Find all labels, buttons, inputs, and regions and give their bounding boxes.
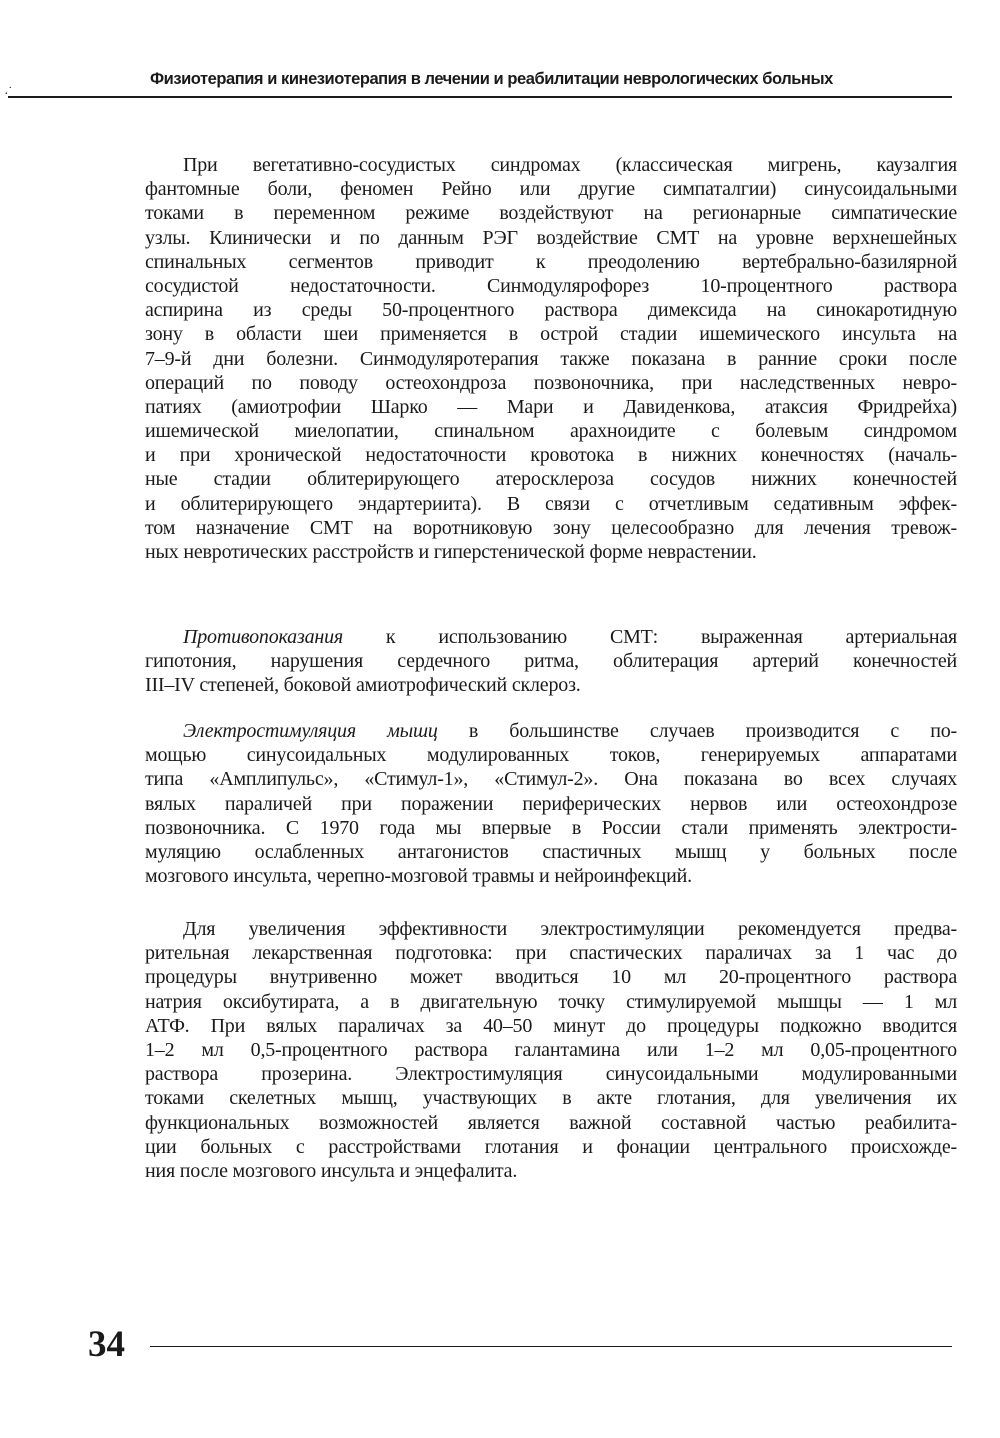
paragraph-2 <box>145 625 957 698</box>
text-line: ных невротических расстройств и гиперстенической форме неврастении. <box>145 541 757 563</box>
footer-divider <box>150 1346 952 1347</box>
text-line: вялых параличей при поражении периферических нервов или остеохондрозе <box>145 792 957 815</box>
paragraph-4 <box>145 917 957 1183</box>
text-line: фантомные боли, феномен Рейно или другие симпаталгии) синусоидальными <box>145 178 957 201</box>
text-line: патиях (амиотрофии Шарко — Мари и Давиденкова, атаксия Фридрейха) <box>145 395 957 418</box>
text-line: аспирина из среды 50-процентного раствора димексида на синокаротидную <box>145 299 957 322</box>
text-line: 7–9-й дни болезни. Синмодулярoтерапия также показана в ранние сроки после <box>145 347 957 370</box>
text-line: типа «Амплипульс», «Стимул-1», «Стимул-2». Она показана во всех случаях <box>145 768 957 791</box>
text-line: рительная лекарственная подготовка: при спастических параличах за 1 час до <box>145 942 957 965</box>
text-line: и облитерирующего эндартериита). В связи с отчетливым седативным эффек- <box>145 492 957 515</box>
text-line: ные стадии облитерирующего атеросклероза сосудов нижних конечностей <box>145 468 957 491</box>
text-line: ния после мозгового инсульта и энцефалита. <box>145 1159 518 1182</box>
text-line: натрия оксибутирата, а в двигательную точку стимулируемой мышцы — 1 мл <box>145 990 957 1013</box>
text-line: том назначение СМТ на воротниковую зону целесообразно для лечения тревож- <box>145 516 957 539</box>
text-line <box>145 719 957 743</box>
text-line <box>145 625 957 649</box>
text-line: АТФ. При вялых параличах за 40–50 минут до процедуры подкожно вводится <box>145 1014 957 1037</box>
header-divider <box>8 96 952 98</box>
text-line-rest: в большинстве случаев производится с по- <box>437 720 957 742</box>
text-line: муляцию ослабленных антагонистов спастичных мышц у больных после <box>145 840 957 863</box>
italic-term: Электростимуляция мышц <box>183 720 438 742</box>
text-line: мозгового инсульта, черепно-мозговой травмы и нейроинфекций. <box>145 865 692 888</box>
text-line: токами скелетных мышц, участвующих в акте глотания, для увеличения их <box>145 1087 957 1110</box>
paragraph-3 <box>145 719 957 888</box>
text-line: сосудистой недостаточности. Синмодулярофорез 10-процентного раствора <box>145 274 957 297</box>
italic-term: Противопоказания <box>183 626 343 648</box>
text-line: зону в области шеи применяется в острой стадии ишемического инсульта на <box>145 323 957 346</box>
text-line: позвоночника. С 1970 года мы впервые в России стали применять электрости- <box>145 816 957 839</box>
text-line: процедуры внутривенно может вводиться 10 мл 20-процентного раствора <box>145 966 957 989</box>
text-line: операций по поводу остеохондроза позвоночника, при наследственных невро- <box>145 371 957 394</box>
text-line: мощью синусоидальных модулированных токов, генерируемых аппаратами <box>145 744 957 767</box>
text-line: функциональных возможностей является важной составной частью реабилита- <box>145 1111 957 1134</box>
page-number: 34 <box>88 1324 125 1365</box>
text-line: спинальных сегментов приводит к преодолению вертебрально-базилярной <box>145 250 957 273</box>
text-line: При вегетативно-сосудистых синдромах (классическая мигрень, каузалгия <box>183 154 957 176</box>
text-line: 1–2 мл 0,5-процентного раствора галантамина или 1–2 мл 0,05-процентного <box>145 1038 957 1061</box>
text-line: токами в переменном режиме воздействуют на регионарные симпатические <box>145 202 957 225</box>
text-line: гипотония, нарушения сердечного ритма, облитерация артерий конечностей <box>145 650 957 673</box>
text-line: ишемической миелопатии, спинальном арахноидите с болевым синдромом <box>145 420 957 443</box>
text-line-rest: к использованию СМТ: выраженная артериальная <box>342 626 957 648</box>
text-line: III–IV степеней, боковой амиотрофический склероз. <box>145 674 581 697</box>
text-line: Для увеличения эффективности электростимуляции рекомендуется предва- <box>183 918 957 940</box>
text-line: раствора прозерина. Электростимуляция синусоидальными модулированными <box>145 1063 957 1086</box>
paragraph-1 <box>145 153 957 564</box>
text-line: узлы. Клинически и по данным РЭГ воздействие СМТ на уровне верхнешейных <box>145 226 957 249</box>
text-line: ции больных с расстройствами глотания и фонации центрального происхожде- <box>145 1135 957 1158</box>
corner-mark: ·˙ <box>4 84 14 100</box>
running-header: Физиотерапия и кинезиотерапия в лечении и реабилитации неврологических больных <box>150 70 833 88</box>
text-line: и при хронической недостаточности кровотока в нижних конечностях (началь- <box>145 444 957 467</box>
